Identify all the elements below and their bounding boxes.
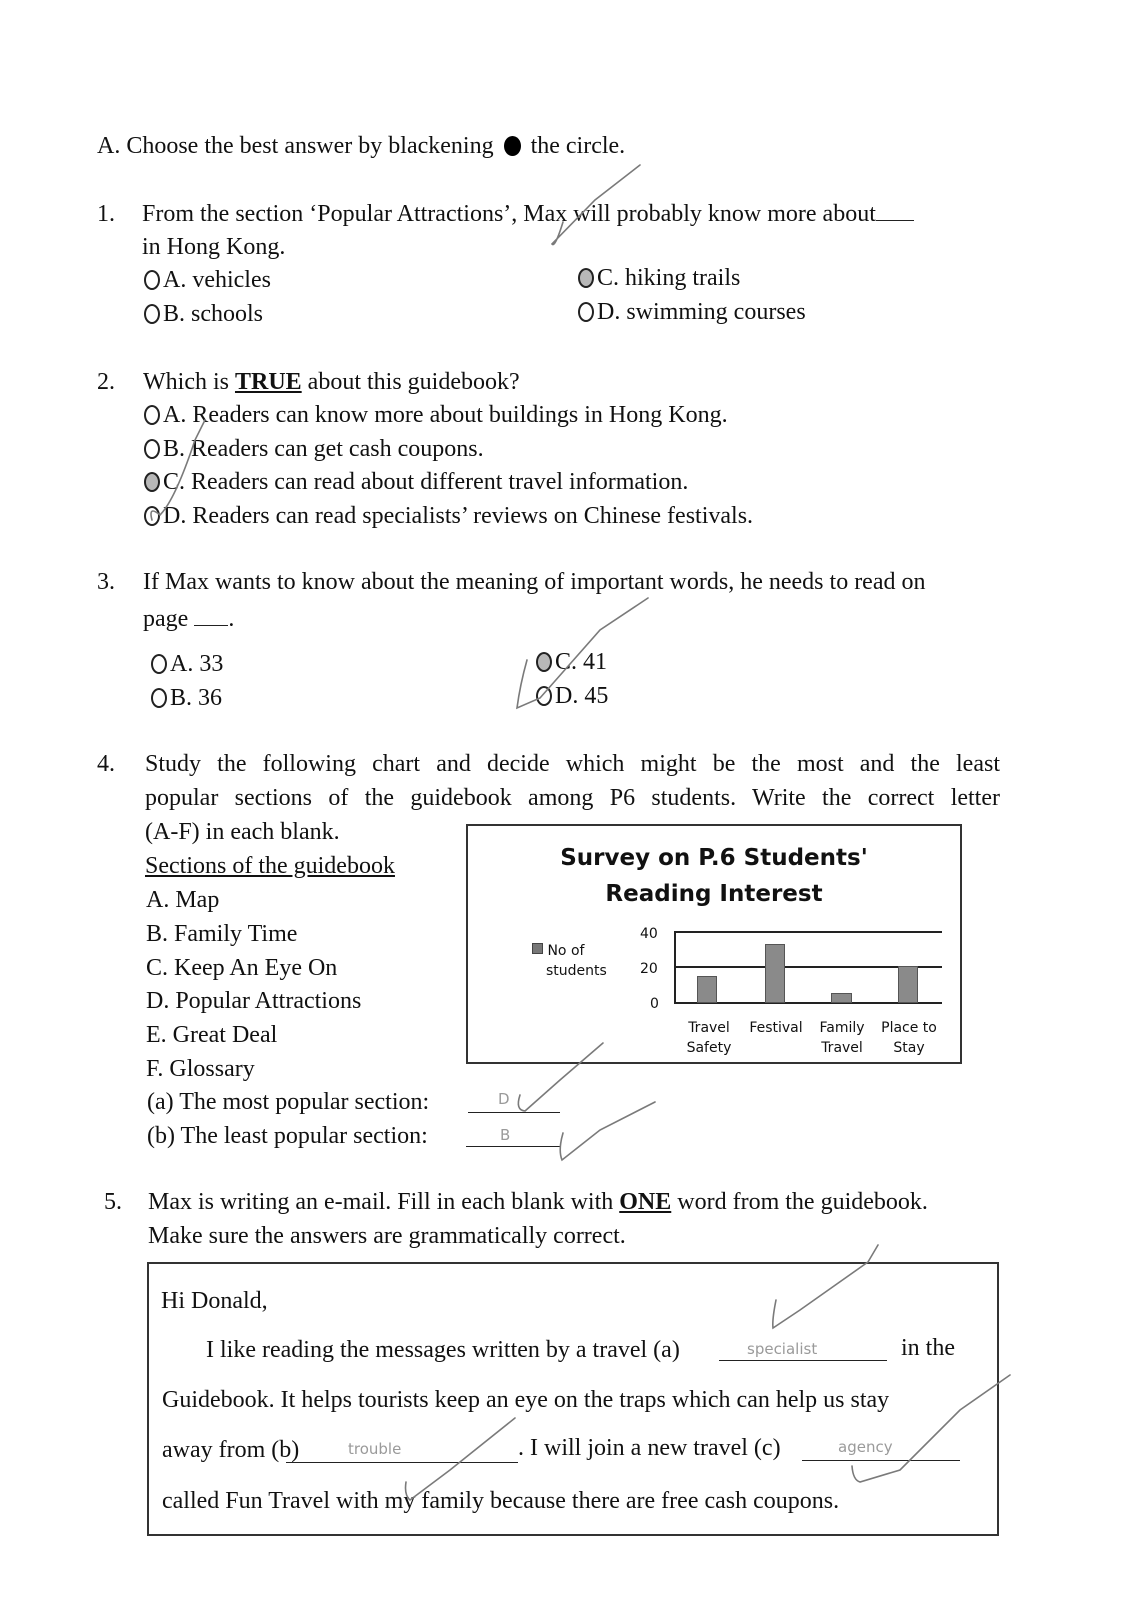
x-label-travel-safety: [684, 1018, 734, 1058]
radio-circle-icon[interactable]: [151, 688, 167, 708]
radio-circle-icon[interactable]: [144, 439, 160, 459]
legend-label-line1: No of: [547, 943, 585, 959]
option-c[interactable]: [144, 468, 688, 496]
x-label-festival: [744, 1018, 808, 1038]
email-line1-end: in the: [901, 1335, 955, 1361]
email-greeting: Hi Donald,: [161, 1288, 268, 1314]
instruction-text-end: the circle.: [530, 133, 626, 159]
question-text: [143, 368, 520, 396]
email-line1: [206, 1336, 680, 1364]
option-label: D. Readers can read specialists’ reviews on Chinese festivals.: [163, 503, 754, 529]
x-label-place-to-stay: [876, 1018, 942, 1058]
chart-title-line1: Survey on P.6 Students': [560, 845, 868, 871]
handwritten-answer: D: [498, 1090, 510, 1108]
bar-travel-safety: [697, 976, 717, 1003]
emphasis-word: ONE: [619, 1189, 672, 1215]
sections-heading: Sections of the guidebook: [145, 853, 395, 879]
question-text-line3: (A-F) in each blank.: [145, 819, 340, 845]
option-b[interactable]: [144, 300, 263, 328]
question-number: 1.: [97, 201, 115, 227]
gridline-40: [674, 931, 942, 933]
option-c[interactable]: [536, 648, 607, 676]
question-text-line2: in Hong Kong.: [142, 234, 286, 260]
x-label-line: Safety: [686, 1040, 732, 1056]
option-d[interactable]: [578, 298, 806, 326]
question-text-period: .: [228, 606, 235, 632]
handwritten-answer: specialist: [747, 1340, 818, 1358]
question-text-start: Max is writing an e-mail. Fill in each blank with: [148, 1189, 614, 1215]
section-item: E. Great Deal: [146, 1022, 278, 1048]
part-b-label: (b) The least popular section:: [147, 1123, 428, 1149]
option-label: B. 36: [170, 685, 223, 711]
option-a[interactable]: [151, 650, 223, 678]
option-label: A. vehicles: [163, 267, 271, 293]
option-label: B. Readers can get cash coupons.: [163, 436, 484, 462]
radio-circle-icon[interactable]: [144, 506, 160, 526]
email-line4: called Fun Travel with my family because there are free cash coupons.: [162, 1488, 840, 1514]
option-b[interactable]: [151, 684, 222, 712]
option-a[interactable]: [144, 266, 271, 294]
y-tick-0: 0: [650, 996, 659, 1012]
question-text: If Max wants to know about the meaning of important words, he needs to read on: [143, 569, 926, 595]
email-line2: Guidebook. It helps tourists keep an eye on the traps which can help us stay: [162, 1387, 890, 1413]
option-label: D. 45: [555, 683, 609, 709]
section-item: A. Map: [146, 887, 220, 913]
question-text-line1: [148, 1188, 928, 1216]
question-number: 3.: [97, 569, 115, 595]
question-text-line2: popular sections of the guidebook among P6 students. Write the correct letter: [145, 785, 1000, 811]
part-b-answer-field[interactable]: [466, 1120, 560, 1147]
section-item: C. Keep An Eye On: [146, 955, 338, 981]
option-a[interactable]: [144, 401, 728, 429]
x-label-family-travel: [812, 1018, 872, 1058]
bar-festival: [765, 944, 785, 1003]
question-text-start: Which is: [143, 369, 229, 395]
radio-circle-icon[interactable]: [578, 302, 594, 322]
section-item: D. Popular Attractions: [146, 988, 362, 1014]
option-d[interactable]: [536, 682, 608, 710]
option-label: B. schools: [163, 301, 264, 327]
y-tick-40: 40: [640, 926, 658, 942]
x-label-line: Place to: [881, 1020, 937, 1036]
option-d[interactable]: [144, 502, 753, 530]
email-line3-start: away from (b): [162, 1437, 300, 1463]
radio-circle-icon[interactable]: [536, 686, 552, 706]
x-label-line: Stay: [893, 1040, 925, 1056]
blank-b-field[interactable]: [286, 1436, 518, 1463]
radio-circle-filled-icon[interactable]: [578, 268, 594, 288]
section-a-instruction: [97, 132, 625, 160]
email-text: I like reading the messages written by a travel (a): [206, 1337, 680, 1363]
part-a-answer-field[interactable]: [468, 1086, 560, 1113]
email-line3-mid: . I will join a new travel (c): [518, 1435, 781, 1461]
x-label-line: Travel: [821, 1040, 863, 1056]
radio-circle-icon[interactable]: [151, 654, 167, 674]
legend-label-line2: students: [546, 963, 607, 979]
radio-circle-icon[interactable]: [144, 304, 160, 324]
chart-title: [468, 840, 960, 912]
legend-swatch-icon: [532, 943, 543, 954]
question-text-line2: [143, 605, 234, 633]
option-label: D. swimming courses: [597, 299, 806, 325]
option-label: C. hiking trails: [597, 265, 741, 291]
question-text-line1: Study the following chart and decide which might be the most and the least: [145, 751, 1000, 777]
handwritten-answer: trouble: [348, 1440, 402, 1458]
bar-family-travel: [831, 993, 852, 1003]
option-label: A. 33: [170, 651, 224, 677]
section-item: B. Family Time: [146, 921, 298, 947]
question-number: 2.: [97, 369, 115, 395]
question-text-end: word from the guidebook.: [677, 1189, 928, 1215]
question-number: 5.: [104, 1189, 122, 1215]
option-label: C. 41: [555, 649, 608, 675]
blank-a-field[interactable]: [719, 1334, 887, 1361]
y-tick-20: 20: [640, 961, 658, 977]
question-text-line1: From the section ‘Popular Attractions’, Max will probably know more about: [142, 201, 876, 227]
answer-blank: [876, 220, 914, 221]
blank-c-field[interactable]: [802, 1434, 960, 1461]
x-label-line: Travel: [688, 1020, 730, 1036]
answer-blank: [194, 625, 228, 626]
handwritten-answer: B: [500, 1126, 511, 1144]
option-b[interactable]: [144, 435, 484, 463]
radio-circle-filled-icon[interactable]: [536, 652, 552, 672]
section-item: F. Glossary: [146, 1056, 255, 1082]
x-label-line: Festival: [749, 1020, 803, 1036]
question-text: [142, 200, 914, 228]
question-text-line2: Make sure the answers are grammatically correct.: [148, 1223, 626, 1249]
option-label: C. Readers can read about different travel information.: [163, 469, 689, 495]
survey-bar-chart: [466, 824, 962, 1064]
x-label-line: Family: [819, 1020, 865, 1036]
handwritten-answer: agency: [838, 1438, 893, 1456]
question-text-end: about this guidebook?: [307, 369, 520, 395]
instruction-text: A. Choose the best answer by blackening: [97, 133, 494, 159]
part-a-label: (a) The most popular section:: [147, 1089, 430, 1115]
option-label: A. Readers can know more about buildings in Hong Kong.: [163, 402, 728, 428]
bar-place-to-stay: [898, 966, 918, 1003]
option-c[interactable]: [578, 264, 740, 292]
radio-circle-icon[interactable]: [144, 270, 160, 290]
question-number: 4.: [97, 751, 115, 777]
chart-legend: [532, 941, 607, 981]
emphasis-word: TRUE: [234, 369, 302, 395]
question-text-page: page: [143, 606, 189, 632]
chart-title-line2: Reading Interest: [605, 881, 823, 907]
filled-circle-icon: [504, 136, 521, 156]
radio-circle-icon[interactable]: [144, 405, 160, 425]
radio-circle-filled-icon[interactable]: [144, 472, 160, 492]
